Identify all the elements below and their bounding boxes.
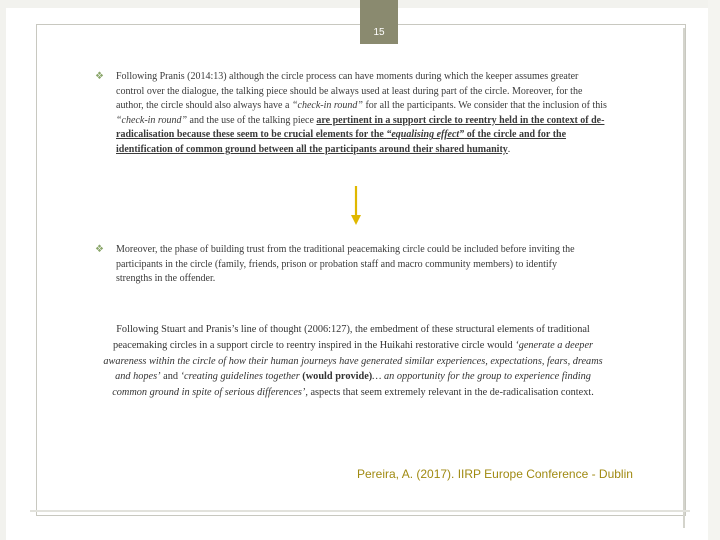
footer-citation: Pereira, A. (2017). IIRP Europe Conference - Dublin	[357, 467, 633, 481]
right-margin-strip	[708, 0, 720, 540]
bullet1-end: .	[507, 143, 511, 155]
center-bold: (would provide)	[299, 371, 373, 383]
bullet1-underlined: are pertinent in a support circle to reentry held in the context of de-radicalisation because these seem to be crucial elements for the	[116, 114, 605, 141]
bullet1-check-in-2: “check-in round”	[116, 114, 188, 126]
center-text-1: Following Stuart and Pranis’s line of thought (2006:127), the embedment of these structural elements of traditional peacemaking circles in a support circle to reentry inspired in the Huikahi restorative circle would	[112, 324, 590, 351]
page-number: 15	[373, 27, 385, 38]
bullet1-equalising: “equalising effect”	[386, 129, 465, 141]
bullet1-underlined-end: of the circle and for the identification of common ground between all the participants around their shared humanity	[116, 129, 567, 155]
left-margin-strip	[0, 0, 6, 540]
bullet1-text: Following Pranis (2014:13) although the circle process can have moments during which the keeper assumes greater control over the dialogue, the talking piece should be always used at least during part of the circle. Moreover, for the author, the circle should also always have a	[116, 71, 583, 112]
bullet-paragraph-1	[116, 70, 608, 158]
center-quote-3: … an opportunity for the group to experience finding common ground in spite of serious differences’	[112, 371, 591, 399]
diamond-bullet-icon: ❖	[95, 244, 104, 255]
center-text-3: , aspects that seem extremely relevant in the de-radicalisation context.	[305, 387, 594, 399]
center-quote-2: ‘creating guidelines together	[180, 371, 300, 383]
center-paragraph	[98, 322, 608, 401]
center-quote-1: ‘generate a deeper awareness within the circle of how their human journeys have generated similar experiences, expectations, fears, dreams and hopes’	[103, 339, 603, 383]
frame-shadow-bottom	[30, 510, 690, 512]
center-text-2: and	[160, 371, 181, 383]
frame-shadow-right	[683, 28, 685, 528]
down-arrow-icon	[350, 186, 362, 226]
bullet1-text-mid2: and the use of the talking piece	[187, 114, 317, 126]
bullet2-text: Moreover, the phase of building trust from the traditional peacemaking circle could be included before inviting the participants in the circle (family, friends, prison or probation staff and macro community members) to identify strengths in the offender.	[116, 244, 575, 285]
bullet1-text-mid: for all the participants. We consider that the inclusion of this	[362, 100, 607, 112]
bullet-paragraph-2	[116, 243, 588, 287]
bullet1-check-in-1: “check-in round”	[291, 100, 363, 112]
page-number-badge	[360, 0, 398, 44]
diamond-bullet-icon: ❖	[95, 71, 104, 82]
